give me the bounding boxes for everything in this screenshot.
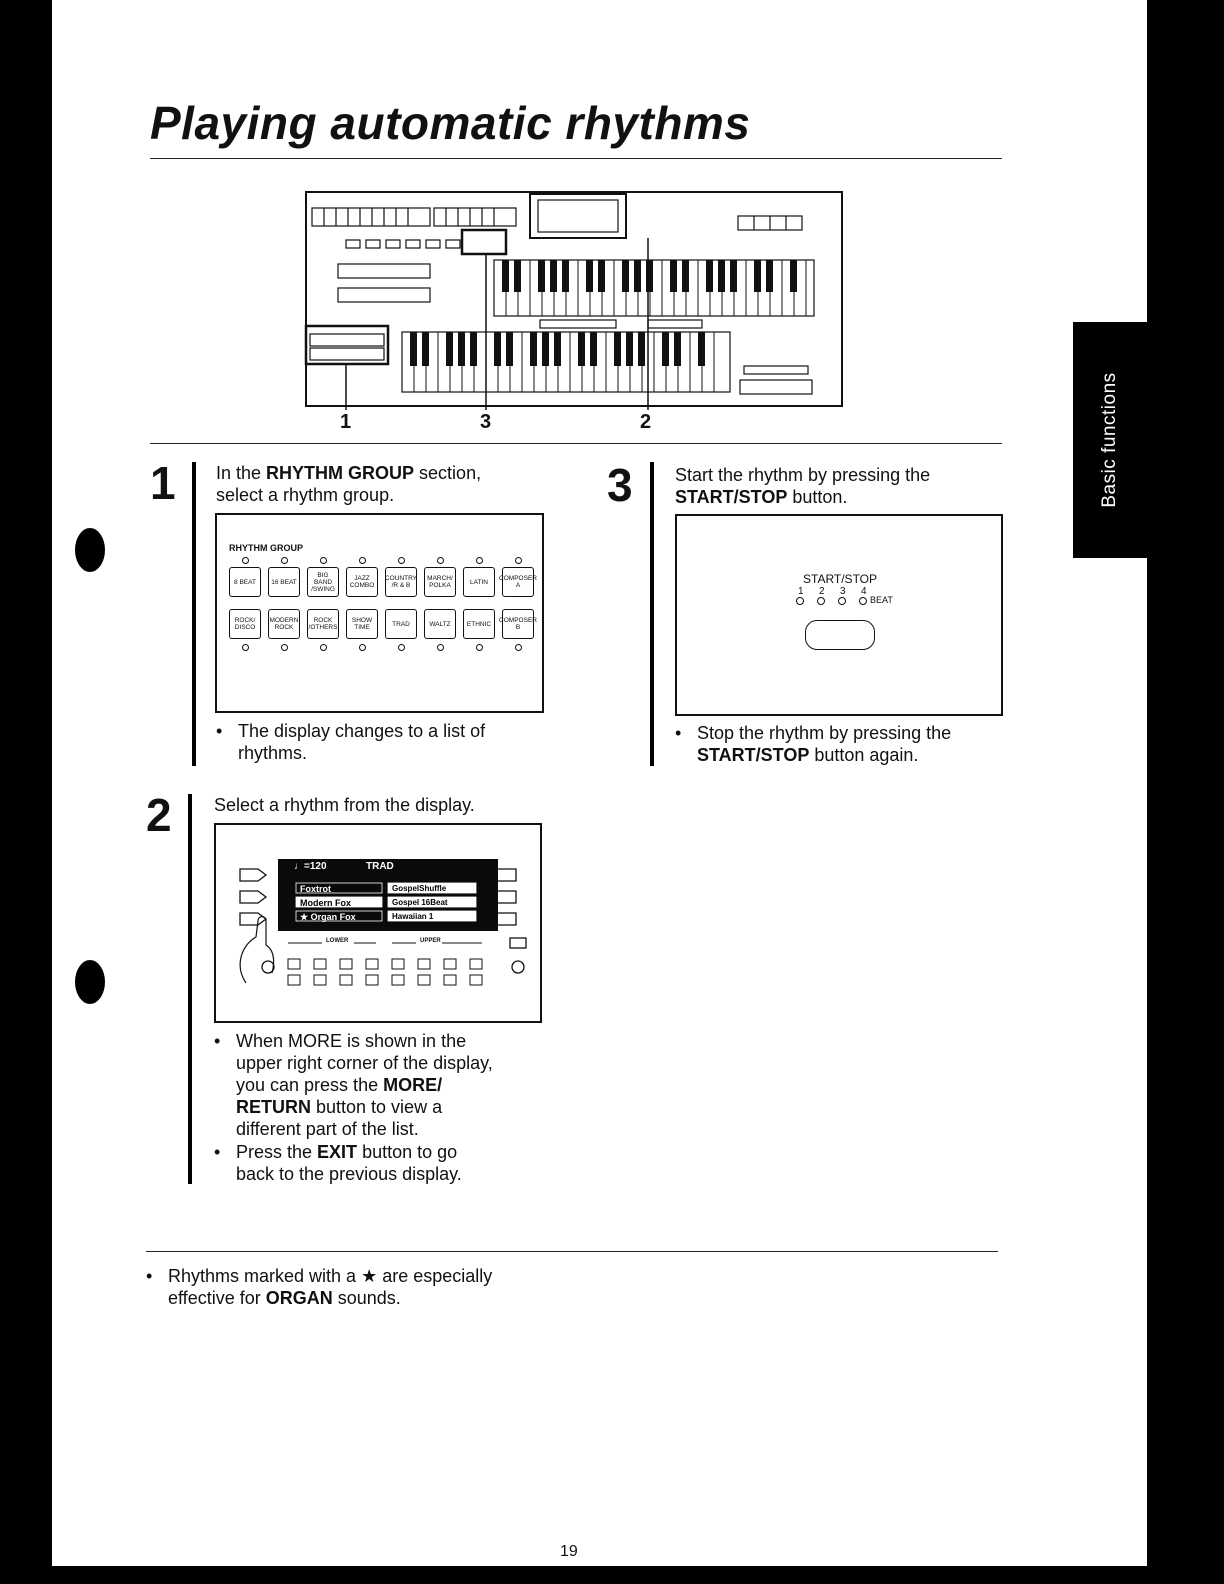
step-1-number: 1: [150, 457, 176, 509]
bullet-line: The display changes to a list of: [238, 721, 486, 741]
beat-led: [859, 597, 867, 605]
footnote-line: are especially: [377, 1266, 493, 1286]
rhythm-group-button-label: BIG BAND: [313, 571, 333, 586]
title-rule: [150, 158, 1002, 159]
rhythm-group-button[interactable]: [499, 567, 537, 597]
rhythm-group-panel: [215, 513, 544, 713]
rhythm-group-led: [242, 644, 249, 651]
rhythm-group-button-label: /OTHERS: [308, 624, 338, 631]
side-tab: [1073, 322, 1147, 558]
step-3-bullet: [675, 722, 1005, 772]
exit-term: EXIT: [317, 1142, 358, 1162]
rhythm-group-button-label: POLKA: [429, 582, 451, 589]
footnote: [146, 1265, 566, 1315]
bullet-dot: •: [216, 721, 223, 741]
rhythm-group-button-label: DISCO: [234, 624, 256, 631]
bullet-line: button to go: [357, 1142, 458, 1162]
rhythm-group-button[interactable]: [307, 609, 339, 639]
beat-led: [817, 597, 825, 605]
rhythm-group-led: [359, 644, 366, 651]
more-return-term: RETURN: [236, 1097, 311, 1117]
step-3-number: 3: [607, 459, 633, 511]
rhythm-group-button[interactable]: [268, 609, 300, 639]
rhythm-group-button-label: LATIN: [470, 578, 488, 586]
display-panel: [214, 823, 542, 1023]
step-3-bullet-text: [697, 722, 951, 766]
rhythm-group-button[interactable]: [346, 567, 378, 597]
bullet-line: When MORE is shown in the: [236, 1031, 467, 1051]
rhythm-group-button[interactable]: [463, 609, 495, 639]
rhythm-group-heading: RHYTHM GROUP: [229, 543, 303, 553]
rhythm-group-led: [476, 557, 483, 564]
rhythm-group-button[interactable]: [229, 567, 261, 597]
rhythm-group-led: [476, 644, 483, 651]
rhythm-group-button-label: COMBO: [349, 582, 375, 589]
organ-overview-illustration: [300, 188, 850, 410]
organ-term: ORGAN: [265, 1288, 333, 1308]
rhythm-group-button-label: MARCH/: [427, 575, 453, 582]
rhythm-group-led: [359, 557, 366, 564]
step-2-bar: [188, 794, 192, 1184]
display-rhythm-item[interactable]: Hawaiian 1: [392, 912, 434, 921]
step-2-text: Select a rhythm from the display.: [214, 795, 475, 815]
display-lower-label: LOWER: [326, 938, 349, 944]
rhythm-group-button-label: COMPOSER: [499, 575, 537, 582]
step-3-text: [675, 464, 930, 508]
rhythm-group-led: [398, 557, 405, 564]
beat-label: BEAT: [870, 595, 893, 605]
rhythm-group-button-label: TIME: [354, 624, 370, 631]
bullet-dot: •: [214, 1142, 221, 1162]
rhythm-group-button[interactable]: [307, 567, 339, 597]
beat-number: 1: [798, 586, 804, 597]
rhythm-group-led: [281, 644, 288, 651]
step-1-text-part: section,: [414, 463, 482, 483]
start-stop-button[interactable]: [805, 620, 875, 650]
start-stop-term: START/STOP: [675, 487, 788, 507]
step-1-bar: [192, 462, 196, 766]
punch-hole: [75, 528, 105, 572]
page-title: Playing automatic rhythms: [150, 97, 751, 149]
display-right-list: [392, 882, 476, 924]
rhythm-group-led: [398, 644, 405, 651]
rhythm-group-term: RHYTHM GROUP: [266, 463, 415, 483]
bullet-line: rhythms.: [238, 743, 308, 763]
bullet-line: you can press the: [236, 1075, 384, 1095]
rhythm-group-led: [437, 644, 444, 651]
bullet-line: different part of the list.: [236, 1119, 419, 1139]
step-2-bullet-more-text: [236, 1030, 493, 1140]
rhythm-group-led: [515, 557, 522, 564]
step-1-text-line2: select a rhythm group.: [216, 485, 395, 505]
step-1-text-part: In the: [216, 463, 267, 483]
rhythm-group-button-label: MODERN: [269, 617, 299, 624]
rhythm-group-button-label: ROCK/: [234, 617, 256, 624]
bullet-dot: •: [214, 1031, 221, 1051]
star-icon: ★: [361, 1266, 378, 1286]
step-3-bar: [650, 462, 654, 766]
beat-led: [796, 597, 804, 605]
rhythm-group-button-label: 8 BEAT: [234, 578, 256, 586]
beat-led: [838, 597, 846, 605]
beat-number: 4: [861, 586, 867, 597]
rhythm-group-button-label: /R & B: [391, 582, 411, 589]
footnote-text: [168, 1265, 492, 1309]
start-stop-label: START/STOP: [803, 572, 878, 586]
bullet-line: button again.: [809, 745, 919, 765]
display-group: TRAD: [366, 861, 394, 872]
page-frame-left: [0, 0, 52, 1584]
callout-3: 3: [480, 411, 492, 433]
rhythm-group-button[interactable]: [268, 567, 300, 597]
bullet-line: Stop the rhythm by pressing the: [697, 723, 952, 743]
display-rhythm-item[interactable]: Modern Fox: [300, 898, 351, 908]
display-rhythm-item[interactable]: ★ Organ Fox: [300, 912, 356, 922]
rhythm-group-button[interactable]: [229, 609, 261, 639]
display-rhythm-item[interactable]: GospelShuffle: [392, 884, 447, 893]
rhythm-group-button[interactable]: [385, 609, 417, 639]
rhythm-group-button-label: B: [515, 624, 521, 631]
display-rhythm-item[interactable]: Gospel 16Beat: [392, 898, 448, 907]
rhythm-group-led: [320, 644, 327, 651]
rhythm-group-button-label: 16 BEAT: [271, 578, 297, 586]
rhythm-group-button[interactable]: [424, 567, 456, 597]
punch-hole: [75, 960, 105, 1004]
rhythm-group-button-label: /SWING: [311, 585, 335, 593]
rhythm-group-button[interactable]: [346, 609, 378, 639]
step-2-number: 2: [146, 789, 172, 841]
page-frame-bottom: [0, 1566, 1224, 1584]
footnote-line: sounds.: [332, 1288, 401, 1308]
bullet-dot: •: [146, 1266, 153, 1286]
bullet-line: upper right corner of the display,: [236, 1053, 493, 1073]
display-rhythm-item[interactable]: Foxtrot: [300, 884, 331, 894]
footnote-rule: [146, 1251, 998, 1252]
step-1-bullet: [216, 720, 536, 770]
rhythm-group-button[interactable]: [463, 567, 495, 597]
start-stop-panel: [675, 514, 1003, 716]
rhythm-group-button-label: ETHNIC: [466, 620, 492, 628]
page-frame-right: [1147, 0, 1224, 1584]
rhythm-group-led: [281, 557, 288, 564]
step-2-bullet-exit-text: [236, 1141, 462, 1185]
step-3-text-line1: Start the rhythm by pressing the: [675, 465, 931, 485]
beat-indicators: [796, 597, 916, 609]
rhythm-group-led: [437, 557, 444, 564]
step-3-text-part: button.: [787, 487, 848, 507]
display-tempo: ♩=120: [294, 861, 327, 872]
rhythm-group-button-label: SHOW: [351, 617, 373, 624]
step-2-bullet-exit: [214, 1141, 534, 1191]
bullet-dot: •: [675, 723, 682, 743]
callout-1: 1: [340, 411, 352, 433]
step-2-bullet-more: [214, 1030, 534, 1146]
page-number: 19: [560, 1543, 578, 1560]
rhythm-group-button-label: ROCK: [313, 617, 333, 624]
display-left-list: [300, 882, 380, 924]
more-return-term: MORE/: [383, 1075, 443, 1095]
rhythm-group-button-label: TRAD: [392, 620, 410, 628]
rhythm-group-button[interactable]: [424, 609, 456, 639]
rhythm-group-button[interactable]: [499, 609, 537, 639]
display-upper-label: UPPER: [420, 938, 441, 944]
rhythm-group-button-label: A: [515, 582, 521, 589]
bullet-line: Press the: [236, 1142, 318, 1162]
rhythm-group-button-label: COMPOSER: [499, 617, 537, 624]
rhythm-group-led: [515, 644, 522, 651]
beat-number: 3: [840, 586, 846, 597]
footnote-line: effective for: [168, 1288, 266, 1308]
beat-number: 2: [819, 586, 825, 597]
step-1-bullet-text: [238, 720, 485, 764]
side-tab-label: Basic functions: [1099, 372, 1120, 508]
footnote-line: Rhythms marked with a: [168, 1266, 362, 1286]
callout-2: 2: [640, 411, 652, 433]
rhythm-group-button-label: COUNTRY: [384, 575, 418, 582]
rhythm-group-button-label: JAZZ: [354, 575, 370, 582]
rhythm-group-led: [320, 557, 327, 564]
section-rule: [150, 443, 1002, 444]
bullet-line: button to view a: [311, 1097, 443, 1117]
rhythm-group-button[interactable]: [385, 567, 417, 597]
step-1-text: [216, 462, 481, 506]
rhythm-group-button-label: ROCK: [274, 624, 294, 631]
rhythm-group-button-label: WALTZ: [429, 620, 451, 628]
start-stop-term: START/STOP: [697, 745, 810, 765]
bullet-line: back to the previous display.: [236, 1164, 462, 1184]
rhythm-group-led: [242, 557, 249, 564]
